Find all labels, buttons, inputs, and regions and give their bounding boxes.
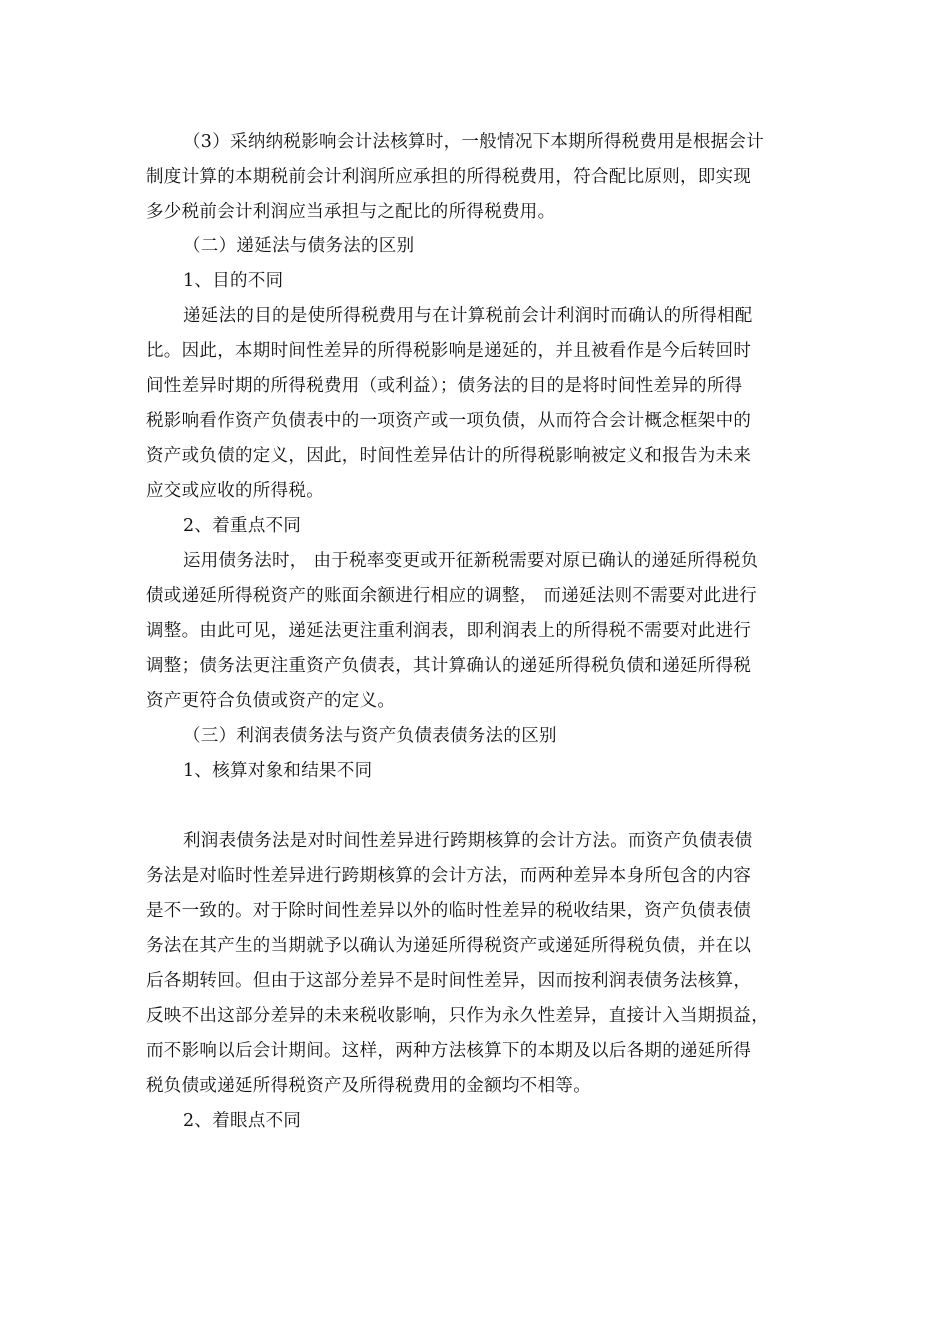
text-line: 税影响看作资产负债表中的一项资产或一项负债，从而符合会计概念框架中的 (146, 411, 752, 431)
text-line: 债或递延所得税资产的账面余额进行相应的调整， 而递延法则不需要对此进行 (146, 586, 758, 606)
text-line: 资产或负债的定义，因此，时间性差异估计的所得税影响被定义和报告为未来 (146, 446, 752, 466)
text-line: 递延法的目的是使所得税费用与在计算税前会计利润时而确认的所得相配 (183, 306, 753, 326)
text-line: 是不一致的。对于除时间性差异以外的临时性差异的税收结果，资产负债表债 (146, 901, 752, 921)
subsection-heading: 1、核算对象和结果不同 (183, 761, 373, 781)
text-line: （3）采纳纳税影响会计法核算时，一般情况下本期所得税费用是根据会计 (183, 132, 765, 152)
text-line: 比。因此，本期时间性差异的所得税影响是递延的，并且被看作是今后转回时 (146, 341, 752, 361)
text-line: 多少税前会计利润应当承担与之配比的所得税费用。 (146, 202, 556, 222)
section-heading: （二）递延法与债务法的区别 (183, 236, 415, 256)
text-line: 务法是对临时性差异进行跨期核算的会计方法，而两种差异本身所包含的内容 (146, 866, 752, 886)
section-heading: （三）利润表债务法与资产负债表债务法的区别 (183, 726, 557, 746)
text-line: 间性差异时期的所得税费用（或利益）；债务法的目的是将时间性差异的所得 (146, 376, 743, 396)
text-line: 后各期转回。但由于这部分差异不是时间性差异，因而按利润表债务法核算， (146, 971, 752, 991)
text-line: 反映不出这部分差异的未来税收影响，只作为永久性差异，直接计入当期损益， (146, 1006, 769, 1026)
text-line: 调整。由此可见，递延法更注重利润表，即利润表上的所得税不需要对此进行 (146, 621, 752, 641)
subsection-heading: 2、着眼点不同 (183, 1111, 302, 1131)
text-line: 制度计算的本期税前会计利润所应承担的所得税费用，符合配比原则，即实现 (146, 167, 752, 187)
text-line: 务法在其产生的当期就予以确认为递延所得税资产或递延所得税负债，并在以 (146, 936, 752, 956)
text-line: 利润表债务法是对时间性差异进行跨期核算的会计方法。而资产负债表债 (183, 831, 753, 851)
subsection-heading: 1、目的不同 (183, 271, 284, 291)
text-line: 调整；债务法更注重资产负债表，其计算确认的递延所得税负债和递延所得税 (146, 656, 752, 676)
text-line: 运用债务法时， 由于税率变更或开征新税需要对原已确认的递延所得税负 (183, 551, 759, 571)
text-line: 税负债或递延所得税资产及所得税费用的金额均不相等。 (146, 1076, 591, 1096)
text-line: 而不影响以后会计期间。这样，两种方法核算下的本期及以后各期的递延所得 (146, 1041, 752, 1061)
subsection-heading: 2、着重点不同 (183, 516, 302, 536)
text-line: 资产更符合负债或资产的定义。 (146, 691, 396, 711)
text-line: 应交或应收的所得税。 (146, 481, 324, 501)
